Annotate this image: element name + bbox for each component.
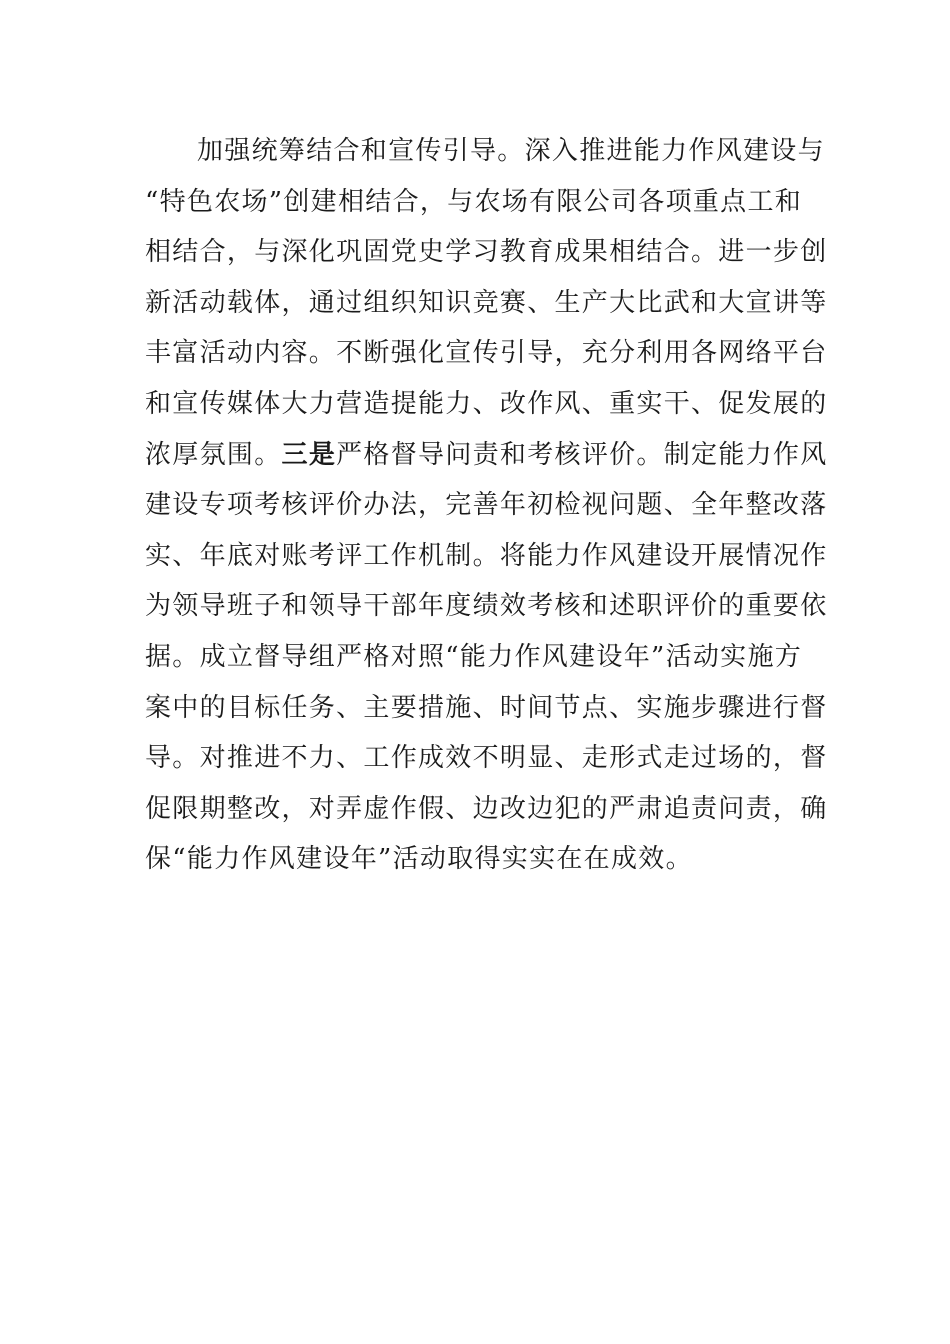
- text-line: 加强统筹结合和宣传引导。深入推进能力作风建设与: [197, 136, 825, 166]
- text-line: 促限期整改，对弄虚作假、边改边犯的严肃追责问责，确: [145, 793, 828, 824]
- bold-lead-text: 三是: [281, 439, 337, 470]
- body-paragraph: [145, 126, 828, 885]
- text-line: 保“能力作风建设年”活动取得实实在在成效。: [145, 844, 693, 875]
- text-line: 新活动载体，通过组织知识竞赛、生产大比武和大宣讲等: [145, 287, 828, 318]
- text-line: “特色农场”创建相结合，与农场有限公司各项重点工和: [145, 186, 803, 217]
- text-segment: 严格督导问责和考核评价。制定能力作风: [336, 439, 828, 470]
- text-line-mixed: [145, 430, 828, 481]
- text-line: 丰富活动内容。不断强化宣传引导，充分利用各网络平台: [145, 338, 828, 369]
- text-line: 相结合，与深化巩固党史学习教育成果相结合。进一步创: [145, 237, 828, 268]
- text-line: 为领导班子和领导干部年度绩效考核和述职评价的重要依: [145, 591, 828, 622]
- text-line: 实、年底对账考评工作机制。将能力作风建设开展情况作: [145, 540, 828, 571]
- text-line: 导。对推进不力、工作成效不明显、走形式走过场的，督: [145, 743, 828, 774]
- text-line: 和宣传媒体大力营造提能力、改作风、重实干、促发展的: [145, 388, 828, 419]
- text-line: 建设专项考核评价办法，完善年初检视问题、全年整改落: [145, 490, 828, 521]
- text-line: 案中的目标任务、主要措施、时间节点、实施步骤进行督: [145, 692, 828, 723]
- text-segment: 浓厚氛围。: [145, 439, 282, 470]
- text-line: 据。成立督导组严格对照“能力作风建设年”活动实施方: [145, 641, 803, 672]
